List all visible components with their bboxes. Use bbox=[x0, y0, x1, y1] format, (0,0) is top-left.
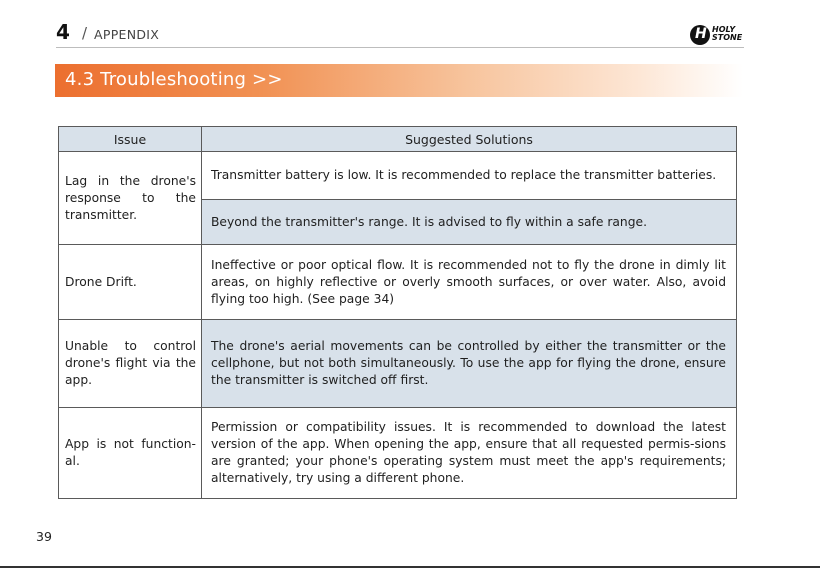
chapter-title: APPENDIX bbox=[94, 27, 160, 42]
page-header bbox=[56, 20, 744, 48]
table-row bbox=[59, 152, 737, 200]
issue-cell: Lag in the drone's response to the transmitter. bbox=[59, 152, 202, 245]
section-banner bbox=[55, 64, 743, 97]
column-header-solutions: Suggested Solutions bbox=[202, 127, 737, 152]
issue-cell: Drone Drift. bbox=[59, 245, 202, 320]
table-row bbox=[59, 245, 737, 320]
troubleshooting-table bbox=[58, 126, 737, 499]
issue-cell: App is not function-al. bbox=[59, 408, 202, 499]
issue-cell: Unable to control drone's flight via the app. bbox=[59, 320, 202, 408]
solution-cell: Transmitter battery is low. It is recommended to replace the transmitter batteries. bbox=[202, 152, 737, 200]
table-row bbox=[59, 408, 737, 499]
section-title: 4.3 Troubleshooting >> bbox=[65, 69, 283, 90]
table-row bbox=[59, 320, 737, 408]
solution-cell: Permission or compatibility issues. It is recommended to download the latest version of the app. When opening the app, ensure that all requested permis-sions are granted; your phone's operating system must meet the app's requirements; alternatively, try using a different phone. bbox=[202, 408, 737, 499]
solution-cell: Ineffective or poor optical flow. It is recommended not to fly the drone in dimly lit areas, on highly reflective or overly smooth surfaces, or over water. Also, avoid flying too high. (See page 34) bbox=[202, 245, 737, 320]
logo-wordmark: HOLY STONE bbox=[712, 25, 743, 42]
chapter-separator: / bbox=[82, 24, 88, 42]
chapter-number: 4 bbox=[56, 20, 70, 44]
solution-cell: Beyond the transmitter's range. It is advised to fly within a safe range. bbox=[202, 200, 737, 245]
header-divider bbox=[56, 47, 744, 48]
page-number: 39 bbox=[36, 529, 52, 544]
holy-stone-logo bbox=[690, 24, 744, 48]
table-header-row bbox=[59, 127, 737, 152]
logo-mark-icon: H bbox=[690, 25, 710, 45]
solution-cell: The drone's aerial movements can be controlled by either the transmitter or the cellphone, but not both simultaneously. To use the app for flying the drone, ensure the transmitter is switched off first. bbox=[202, 320, 737, 408]
column-header-issue: Issue bbox=[59, 127, 202, 152]
